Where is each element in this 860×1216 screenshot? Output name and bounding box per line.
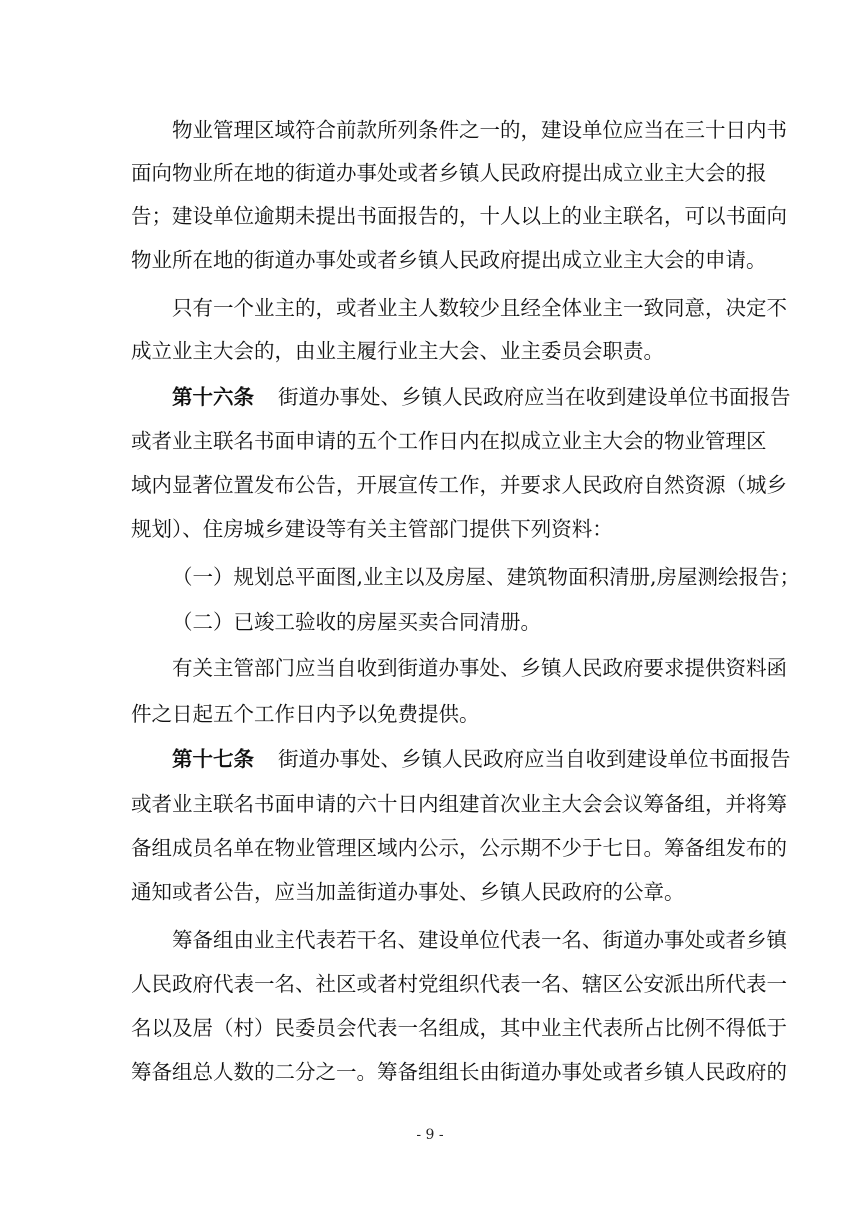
article-number: 第十七条: [172, 747, 254, 771]
paragraph-line: 备组成员名单在物业管理区域内公示，公示期不少于七日。筹备组发布的: [131, 836, 787, 860]
paragraph-line: 物业管理区域符合前款所列条件之一的，建设单位应当在三十日内书: [172, 118, 787, 142]
paragraph-line: 成立业主大会的，由业主履行业主大会、业主委员会职责。: [131, 339, 664, 363]
paragraph-line: 筹备组总人数的二分之一。筹备组组长由街道办事处或者乡镇人民政府的: [131, 1060, 787, 1084]
article-number: 第十六条: [172, 385, 254, 409]
paragraph-line: 或者业主联名书面申请的六十日内组建首次业主大会会议筹备组，并将筹: [131, 792, 787, 816]
paragraph-line: 告；建设单位逾期未提出书面报告的，十人以上的业主联名，可以书面向: [131, 204, 787, 228]
paragraph-line: 通知或者公告，应当加盖街道办事处、乡镇人民政府的公章。: [131, 880, 685, 904]
paragraph-line: 规划）、住房城乡建设等有关主管部门提供下列资料：: [131, 517, 613, 541]
paragraph-line: 物业所在地的街道办事处或者乡镇人民政府提出成立业主大会的申请。: [131, 248, 767, 272]
paragraph-line: 面向物业所在地的街道办事处或者乡镇人民政府提出成立业主大会的报: [131, 161, 767, 185]
list-item: （一）规划总平面图,业主以及房屋、建筑物面积清册,房屋测绘报告；: [172, 565, 801, 589]
paragraph-line: 域内显著位置发布公告，开展宣传工作，并要求人民政府自然资源（城乡: [131, 473, 787, 497]
paragraph-line: 人民政府代表一名、社区或者村党组织代表一名、辖区公安派出所代表一: [131, 972, 787, 996]
paragraph-line: 筹备组由业主代表若干名、建设单位代表一名、街道办事处或者乡镇: [172, 928, 787, 952]
paragraph-line: 只有一个业主的，或者业主人数较少且经全体业主一致同意，决定不: [172, 296, 787, 320]
page-number: - 9 -: [416, 1127, 444, 1143]
article-text: 街道办事处、乡镇人民政府应当自收到建设单位书面报告: [278, 747, 791, 771]
paragraph-line: 名以及居（村）民委员会代表一名组成，其中业主代表所占比例不得低于: [131, 1016, 787, 1040]
article-text: 街道办事处、乡镇人民政府应当在收到建设单位书面报告: [278, 385, 791, 409]
article-line: [172, 745, 791, 773]
paragraph-line: 有关主管部门应当自收到街道办事处、乡镇人民政府要求提供资料函: [172, 656, 787, 680]
article-line: [172, 383, 791, 411]
paragraph-line: 件之日起五个工作日内予以免费提供。: [131, 702, 480, 726]
list-item: （二）已竣工验收的房屋买卖合同清册。: [172, 610, 541, 634]
paragraph-line: 或者业主联名书面申请的五个工作日内在拟成立业主大会的物业管理区: [131, 429, 767, 453]
